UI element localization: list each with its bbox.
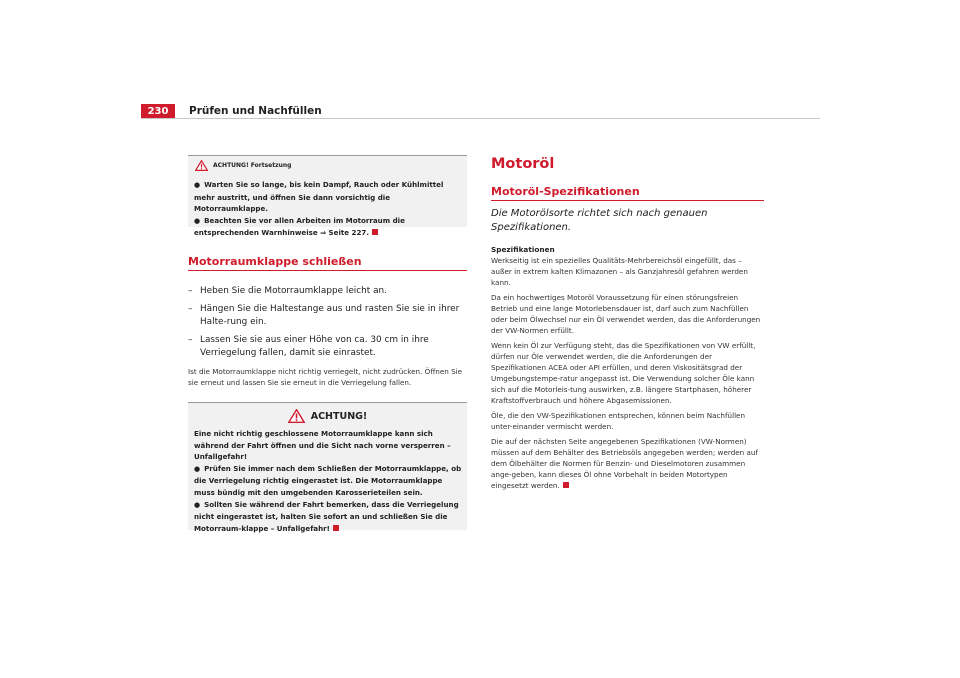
warning-continued-box	[188, 155, 467, 238]
page-title: Prüfen und Nachfüllen	[189, 105, 322, 117]
end-square-icon	[563, 482, 569, 488]
warning-triangle-icon	[288, 409, 305, 423]
step-item: – Lassen Sie sie aus einer Höhe von ca. 30 cm in ihre Verriegelung fallen, damit sie einrastet.	[188, 334, 467, 360]
warning-triangle-icon	[195, 160, 208, 171]
warning-continued-heading: ACHTUNG! Fortsetzung	[213, 162, 292, 169]
oil-paragraph: Öle, die den VW-Spezifikationen entsprechen, können beim Nachfüllen unter-einander vermischt werden.	[491, 411, 746, 431]
warning-box	[188, 402, 467, 533]
header-divider	[141, 118, 820, 119]
step-item: – Heben Sie die Motorraumklappe leicht an.	[188, 285, 467, 298]
oil-spec-heading: Motoröl-Spezifikationen	[491, 185, 764, 201]
warning-continued-bullet-last: ● Beachten Sie vor allen Arbeiten im Motorraum die entsprechenden Warnhinweise ⇒ Seite 227.	[194, 215, 464, 239]
oil-paragraph-last: Die auf der nächsten Seite angegebenen Spezifikationen (VW-Normen) müssen auf dem Behälter des Betriebsöls angegeben werden; werden auf dem Ölbehälter die Normen für Benzin- und Dieselmotoren zusammen ange-geben, kann dieses Öl ohne Vorbehalt in beiden Motortypen eingesetzt werden.	[491, 437, 759, 490]
end-square-icon	[372, 229, 378, 235]
end-square-icon	[333, 525, 339, 531]
oil-title: Motoröl	[491, 156, 555, 172]
oil-paragraph: Da ein hochwertiges Motoröl Voraussetzung für einen störungsfreien Betrieb und eine lange Motorlebensdauer ist, darf auch zum Nachfüllen oder beim Ölwechsel nur ein Öl verwendet werden, das die Anforderungen der VW-Normen erfüllt.	[491, 293, 761, 335]
close-hood-section	[188, 255, 467, 388]
oil-paragraph: Werkseitig ist ein spezielles Qualitäts-Mehrbereichsöl eingefüllt, das – außer in extrem kalten Klimazonen – als Ganzjahresöl gefahren werden kann.	[491, 256, 748, 287]
close-hood-heading: Motorraumklappe schließen	[188, 255, 467, 271]
warning-continued-bullet: ● Warten Sie so lange, bis kein Dampf, Rauch oder Kühlmittel mehr austritt, und öffnen Sie dann vorsichtig die Motorraumklappe.	[194, 179, 464, 215]
oil-section	[491, 155, 764, 495]
page-number: 230	[141, 104, 175, 119]
oil-paragraph: Wenn kein Öl zur Verfügung steht, das die Spezifikationen von VW erfüllt, dürfen nur Öle verwendet werden, die die Anforderungen der Spezifikationen ACEA oder API erfüllen, und deren Viskositätsgrad der Umgebungstempe-ratur angepasst ist. Die Verwendung solcher Öle kann sich auf die Motorleis-tung auswirken, z.B. längere Startphasen, höherer Kraftstoffverbrauch und höhere Abgasemissionen.	[491, 341, 756, 405]
spec-label: Spezifikationen	[491, 245, 555, 254]
step-item: – Hängen Sie die Haltestange aus und rasten Sie sie in ihrer Halte-rung ein.	[188, 303, 467, 329]
warning-bullet-last: ● Sollten Sie während der Fahrt bemerken, dass die Verriegelung nicht eingerastet ist, halten Sie sofort an und schließen Sie die Motorraum-klappe – Unfallgefahr!	[194, 499, 464, 535]
close-hood-note: Ist die Motorraumklappe nicht richtig verriegelt, nicht zudrücken. Öffnen Sie sie erneut und lassen Sie sie erneut in die Verriegelung fallen.	[188, 367, 463, 387]
warning-intro: Eine nicht richtig geschlossene Motorraumklappe kann sich während der Fahrt öffnen und die Sicht nach vorne versperren – Unfallgefahr!	[194, 429, 451, 462]
warning-heading: ACHTUNG!	[310, 410, 368, 422]
oil-subtitle: Die Motorölsorte richtet sich nach genauen Spezifikationen.	[491, 208, 708, 233]
warning-bullet: ● Prüfen Sie immer nach dem Schließen der Motorraumklappe, ob die Verriegelung richtig eingerastet ist. Die Motorraumklappe muss bündig mit den umgebenden Karosserieteilen sein.	[194, 463, 464, 499]
